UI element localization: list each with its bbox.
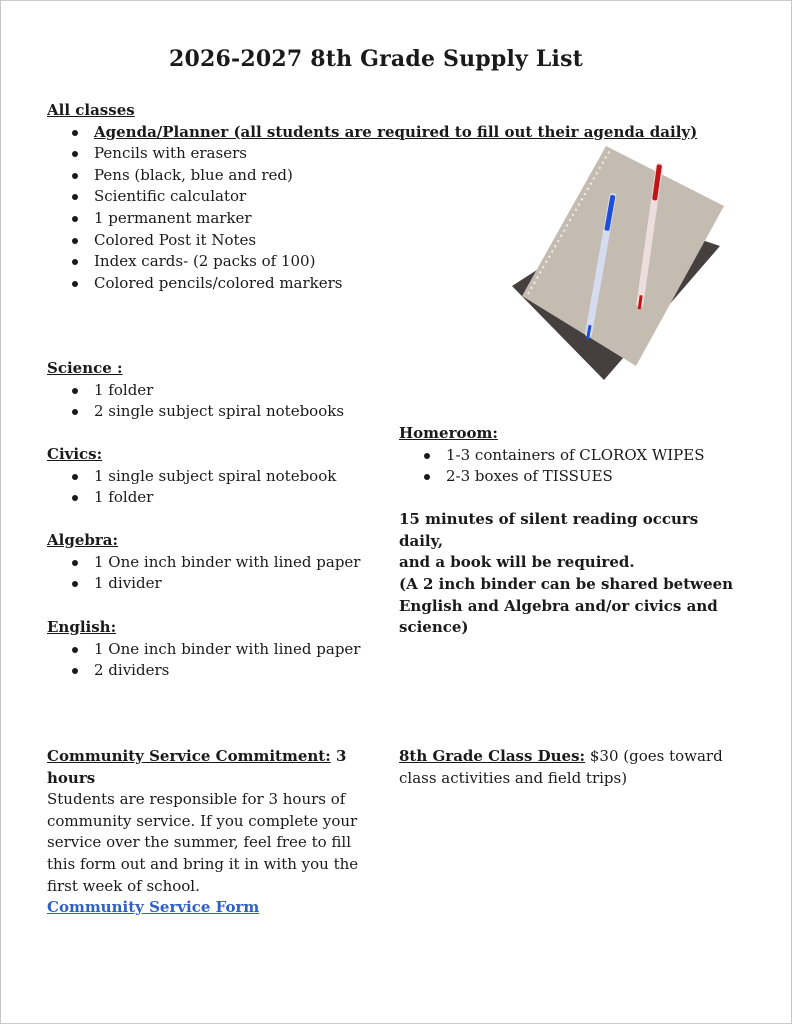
english-heading: English:	[47, 618, 117, 636]
section-community-service	[47, 746, 387, 919]
community-service-text: Students are responsible for 3 hours of community service. If you complete your service over the summer, feel free to fill this form out and bring it in with you the first week of school.	[47, 790, 359, 895]
english-list	[47, 639, 360, 682]
class-dues-heading: 8th Grade Class Dues:	[399, 747, 586, 765]
notebook-with-pens-icon	[500, 136, 726, 386]
list-item: 1-3 containers of CLOROX WIPES	[399, 445, 729, 467]
section-class-dues	[399, 746, 729, 789]
list-item: 1 divider	[47, 573, 360, 595]
all-classes-heading: All classes	[47, 101, 135, 119]
science-list	[47, 380, 344, 423]
section-civics	[47, 444, 336, 509]
list-item: Pens (black, blue and red)	[47, 165, 697, 187]
community-service-form-link[interactable]: Community Service Form	[47, 898, 260, 917]
list-item: Colored Post it Notes	[47, 230, 697, 252]
homeroom-list	[399, 445, 729, 488]
list-item: 2 single subject spiral notebooks	[47, 401, 344, 423]
civics-list	[47, 466, 336, 509]
class-dues-text: $30 (goes toward class activities and field trips)	[399, 747, 723, 787]
reading-note: 15 minutes of silent reading occurs daily, and a book will be required.	[399, 510, 699, 572]
list-item: 1 permanent marker	[47, 208, 697, 230]
civics-heading: Civics:	[47, 445, 103, 463]
list-item: 1 One inch binder with lined paper	[47, 639, 360, 661]
section-homeroom	[399, 423, 729, 488]
page-title: 2026-2027 8th Grade Supply List	[168, 46, 584, 72]
algebra-heading: Algebra:	[47, 531, 119, 549]
science-heading: Science :	[47, 359, 123, 377]
list-item: 1 folder	[47, 487, 336, 509]
list-item: 2-3 boxes of TISSUES	[399, 466, 729, 488]
front-notebook-icon	[522, 146, 724, 366]
section-science	[47, 358, 344, 423]
homeroom-heading: Homeroom:	[399, 424, 498, 442]
section-algebra	[47, 530, 360, 595]
community-service-hours: 3 hours	[47, 747, 347, 787]
algebra-list	[47, 552, 360, 595]
list-item: Pencils with erasers	[47, 143, 697, 165]
community-service-heading: Community Service Commitment:	[47, 747, 331, 765]
list-item: Colored pencils/colored markers	[47, 273, 697, 295]
list-item: Index cards- (2 packs of 100)	[47, 251, 697, 273]
binder-note: (A 2 inch binder can be shared between English and Algebra and/or civics and science)	[399, 575, 734, 637]
list-item: Agenda/Planner (all students are required to fill out their agenda daily)	[47, 122, 697, 144]
list-item: 2 dividers	[47, 660, 360, 682]
list-item: Scientific calculator	[47, 186, 697, 208]
list-item: 1 folder	[47, 380, 344, 402]
section-english	[47, 617, 360, 682]
list-item: 1 single subject spiral notebook	[47, 466, 336, 488]
list-item: 1 One inch binder with lined paper	[47, 552, 360, 574]
